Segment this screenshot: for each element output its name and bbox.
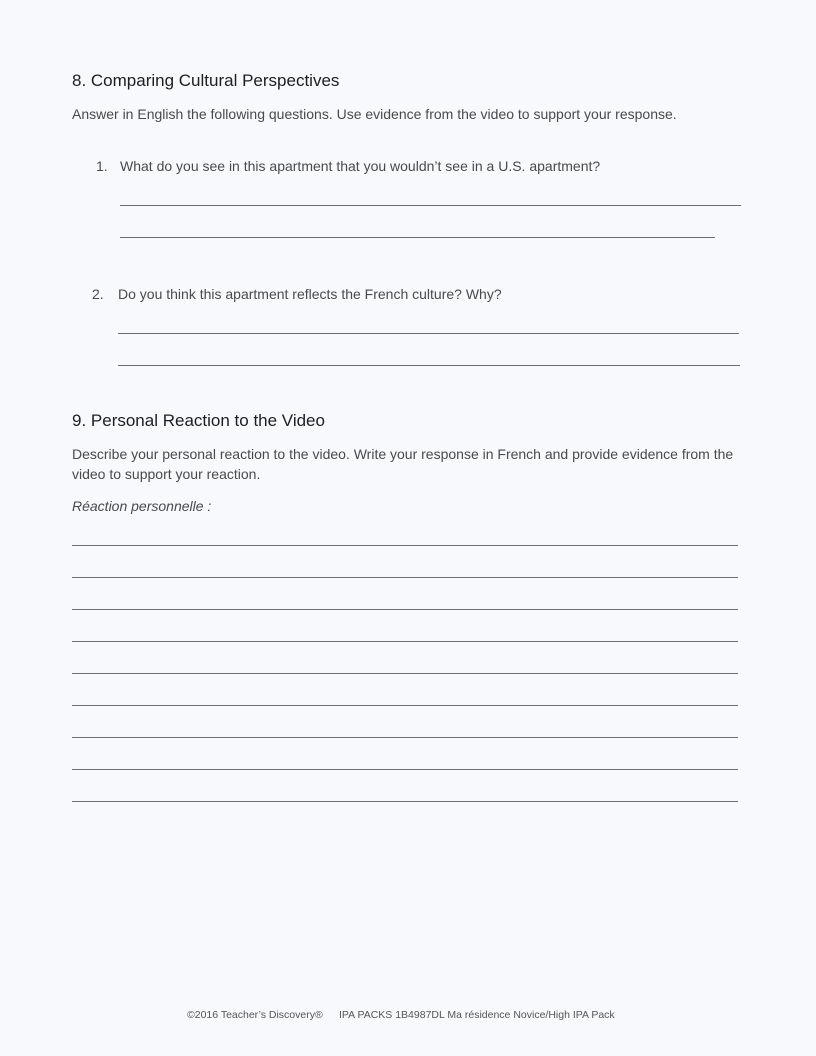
section-9-title: 9. Personal Reaction to the Video xyxy=(72,411,325,430)
answer-line[interactable] xyxy=(120,205,741,206)
footer-copyright: ©2016 Teacher’s Discovery® xyxy=(187,1009,323,1021)
reaction-line[interactable] xyxy=(72,705,738,706)
question-1-text: What do you see in this apartment that you wouldn’t see in a U.S. apartment? xyxy=(120,158,601,174)
reaction-line[interactable] xyxy=(72,769,738,770)
reaction-prompt: Réaction personnelle : xyxy=(72,498,212,514)
section-8-instructions: Answer in English the following questions. Use evidence from the video to support your response. xyxy=(72,106,677,122)
section-9-instructions: Describe your personal reaction to the video. Write your response in French and provide evidence from the video to support your reaction. xyxy=(72,446,734,482)
footer-product: IPA PACKS 1B4987DL Ma résidence Novice/High IPA Pack xyxy=(339,1009,615,1021)
reaction-line[interactable] xyxy=(72,609,738,610)
reaction-line[interactable] xyxy=(72,641,738,642)
question-1-number: 1. xyxy=(96,158,108,174)
answer-line[interactable] xyxy=(120,237,715,238)
reaction-line[interactable] xyxy=(72,577,738,578)
section-8-title: 8. Comparing Cultural Perspectives xyxy=(72,71,340,90)
reaction-line[interactable] xyxy=(72,545,738,546)
reaction-line[interactable] xyxy=(72,801,738,802)
answer-line[interactable] xyxy=(118,365,740,366)
question-2-text: Do you think this apartment reflects the French culture? Why? xyxy=(118,286,502,302)
reaction-line[interactable] xyxy=(72,737,738,738)
question-2-number: 2. xyxy=(92,286,104,302)
reaction-line[interactable] xyxy=(72,673,738,674)
answer-line[interactable] xyxy=(118,333,739,334)
